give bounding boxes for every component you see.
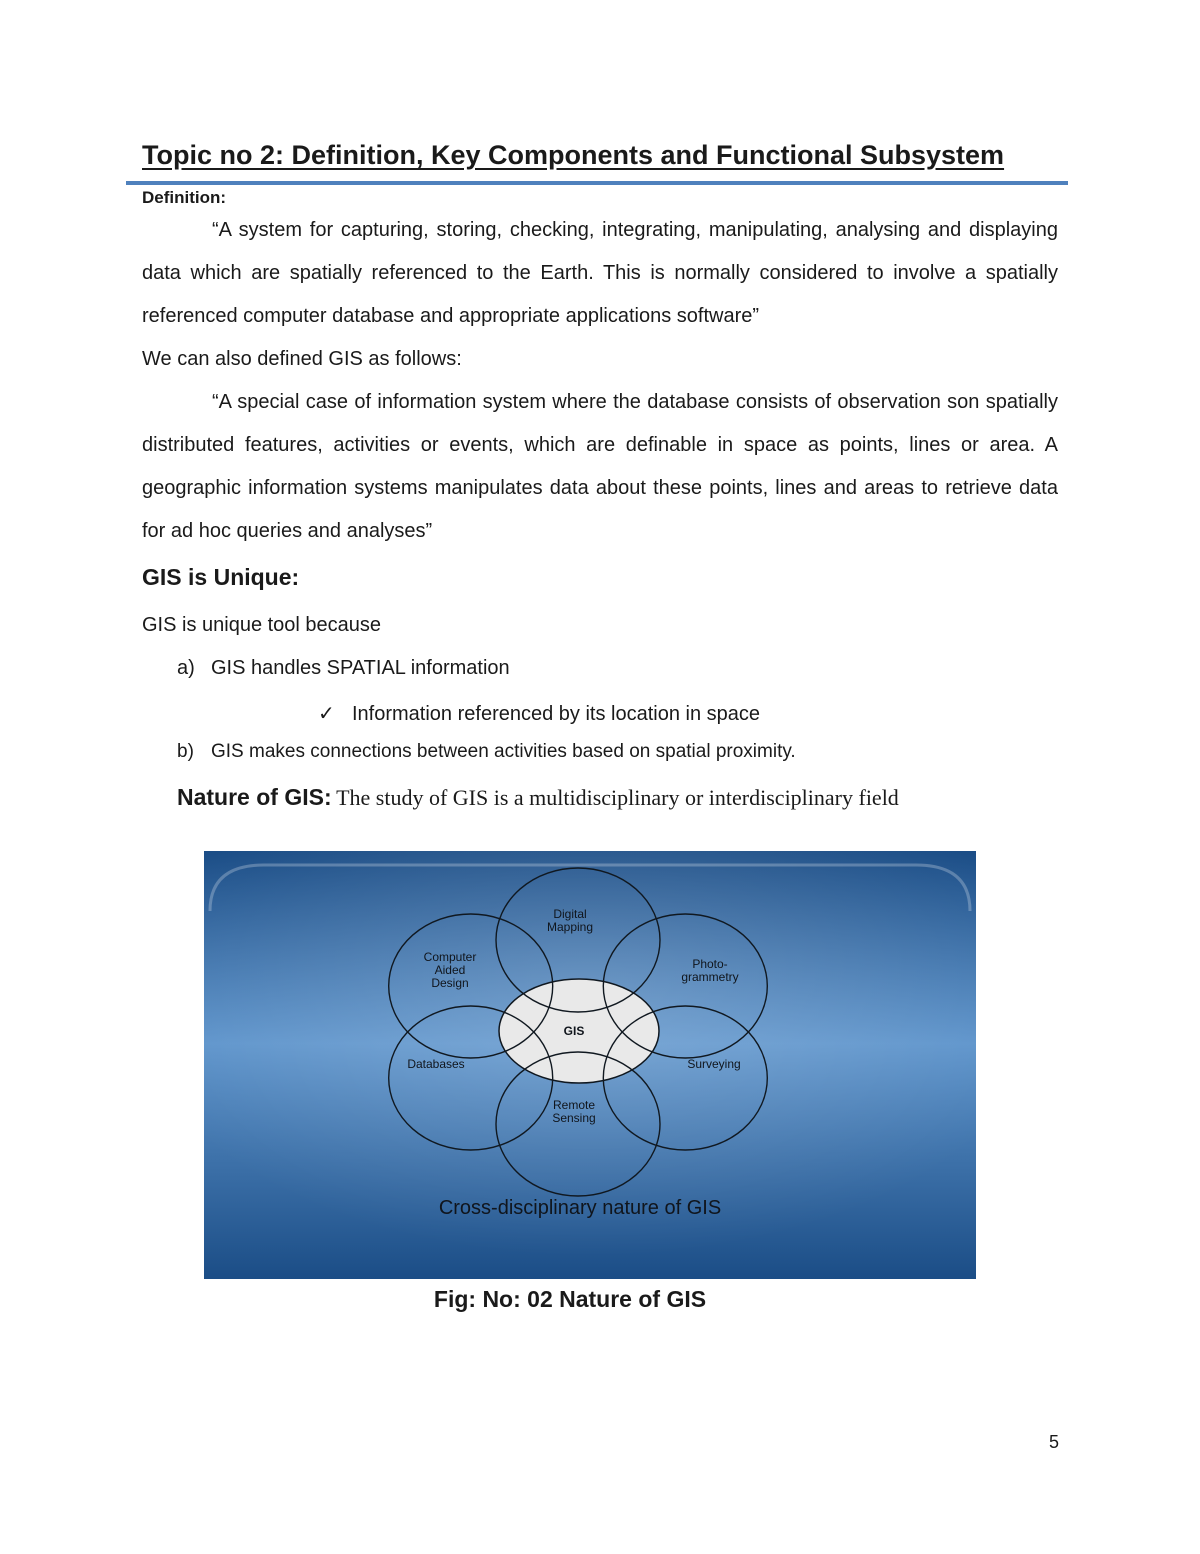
discipline-label: Sensing: [552, 1111, 596, 1125]
discipline-label: grammetry: [681, 970, 739, 984]
gis-venn-figure: [204, 851, 976, 1279]
title-rule: [126, 181, 1068, 185]
list-item-b: [177, 741, 796, 763]
figure-caption: Fig: No: 02 Nature of GIS: [433, 1286, 707, 1312]
unique-heading: GIS is Unique:: [142, 564, 300, 590]
checkmark-icon: ✓: [318, 703, 335, 725]
discipline-label: Computer: [423, 950, 477, 964]
discipline-label: Remote: [552, 1098, 596, 1112]
discipline-label: Photo-: [692, 957, 728, 971]
sub-point: [318, 701, 760, 726]
definition-quote-1: “A system for capturing, storing, checking, integrating, manipulating, analysing and displaying data which are spatially referenced to the Earth. This is normally considered to involve a spatially referenced computer database and appropriate applications software”: [142, 219, 1058, 327]
nature-label: Nature of GIS:: [177, 784, 332, 810]
definition-label: Definition:: [142, 188, 227, 207]
definition-block: [142, 209, 1058, 553]
discipline-label: Databases: [407, 1057, 465, 1071]
page-title: Topic no 2: Definition, Key Components and Functional Subsystem: [142, 140, 1005, 170]
list-marker: a): [177, 657, 195, 679]
discipline-label: Surveying: [687, 1057, 741, 1071]
discipline-label: Aided: [434, 963, 466, 977]
list-item-text: GIS handles SPATIAL information: [211, 657, 510, 679]
list-marker: b): [177, 741, 194, 762]
unique-intro: GIS is unique tool because: [142, 614, 382, 636]
discipline-label: Design: [431, 976, 469, 990]
nature-line: [177, 784, 899, 811]
sub-point-text: Information referenced by its location in space: [352, 703, 760, 725]
page-number: 5: [1049, 1432, 1060, 1452]
definition-quote-2: “A special case of information system where the database consists of observation son spatially distributed features, activities or events, which are definable in space as points, lines or area. A geographic information systems manipulates data about these points, lines and areas to retrieve data for ad hoc queries and analyses”: [142, 391, 1058, 542]
nature-text: The study of GIS is a multidisciplinary or interdisciplinary field: [336, 785, 899, 810]
list-item-a: [177, 657, 510, 680]
discipline-label: Mapping: [546, 920, 594, 934]
discipline-label: Digital: [553, 907, 587, 921]
list-item-text: GIS makes connections between activities based on spatial proximity.: [211, 741, 796, 762]
gis-center-label: GIS: [563, 1024, 585, 1038]
also-defined-text: We can also defined GIS as follows:: [142, 348, 462, 370]
figure-title: Cross-disciplinary nature of GIS: [438, 1197, 722, 1219]
